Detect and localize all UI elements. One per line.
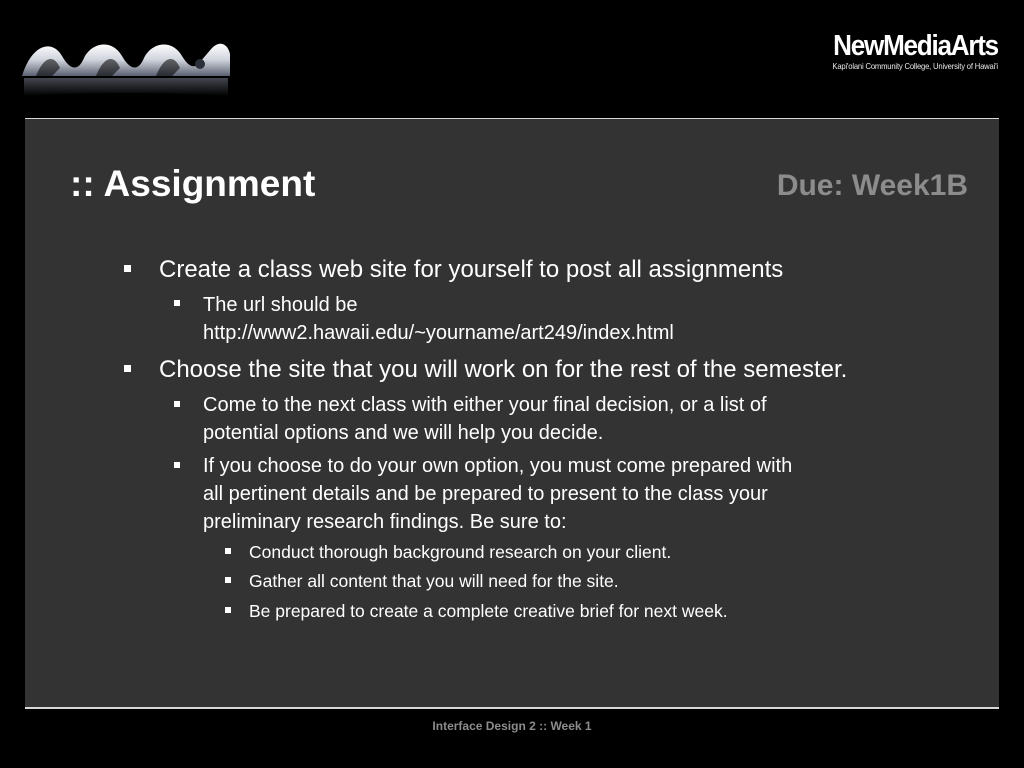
- list-item-line: http://www2.hawaii.edu/~yourname/art249/index.html: [203, 322, 674, 344]
- brand: [814, 30, 998, 71]
- bullet-square-icon: [225, 548, 231, 554]
- list-item: Be prepared to create a complete creative brief for next week.: [249, 601, 728, 621]
- list-item-line: preliminary research findings. Be sure to:: [203, 511, 567, 533]
- list-item: Choose the site that you will work on for the rest of the semester.: [159, 356, 848, 383]
- list-item-line: all pertinent details and be prepared to present to the class your: [203, 483, 768, 505]
- slide-title: :: Assignment: [70, 163, 316, 204]
- bullet-square-icon: [124, 265, 131, 272]
- bullet-square-icon: [225, 607, 231, 613]
- brand-subtitle: Kapi'olani Community College, University of Hawai'i: [832, 61, 998, 71]
- due-label: Due: Week1B: [776, 169, 968, 202]
- list-item-line: The url should be: [203, 294, 358, 316]
- divider-bottom: [25, 707, 999, 709]
- bullet-square-icon: [174, 462, 180, 468]
- nma-logo-icon: [22, 34, 232, 104]
- list-item-line: Come to the next class with either your final decision, or a list of: [203, 394, 767, 416]
- list-item-line: potential options and we will help you decide.: [203, 422, 604, 444]
- bullet-square-icon: [225, 577, 231, 583]
- bullet-square-icon: [174, 401, 180, 407]
- list-item: Gather all content that you will need for the site.: [249, 571, 619, 591]
- list-item: [203, 452, 792, 536]
- list-item: Create a class web site for yourself to post all assignments: [159, 256, 784, 283]
- brand-name: NewMediaArts: [833, 30, 998, 62]
- bullet-square-icon: [124, 365, 131, 372]
- list-item: Conduct thorough background research on your client.: [249, 542, 672, 562]
- bullet-square-icon: [174, 300, 180, 306]
- header: [0, 0, 1024, 118]
- footer: Interface Design 2 :: Week 1: [432, 719, 592, 733]
- list-item: [203, 291, 674, 347]
- list-item-line: If you choose to do your own option, you must come prepared with: [203, 455, 793, 477]
- list-item: [203, 391, 767, 447]
